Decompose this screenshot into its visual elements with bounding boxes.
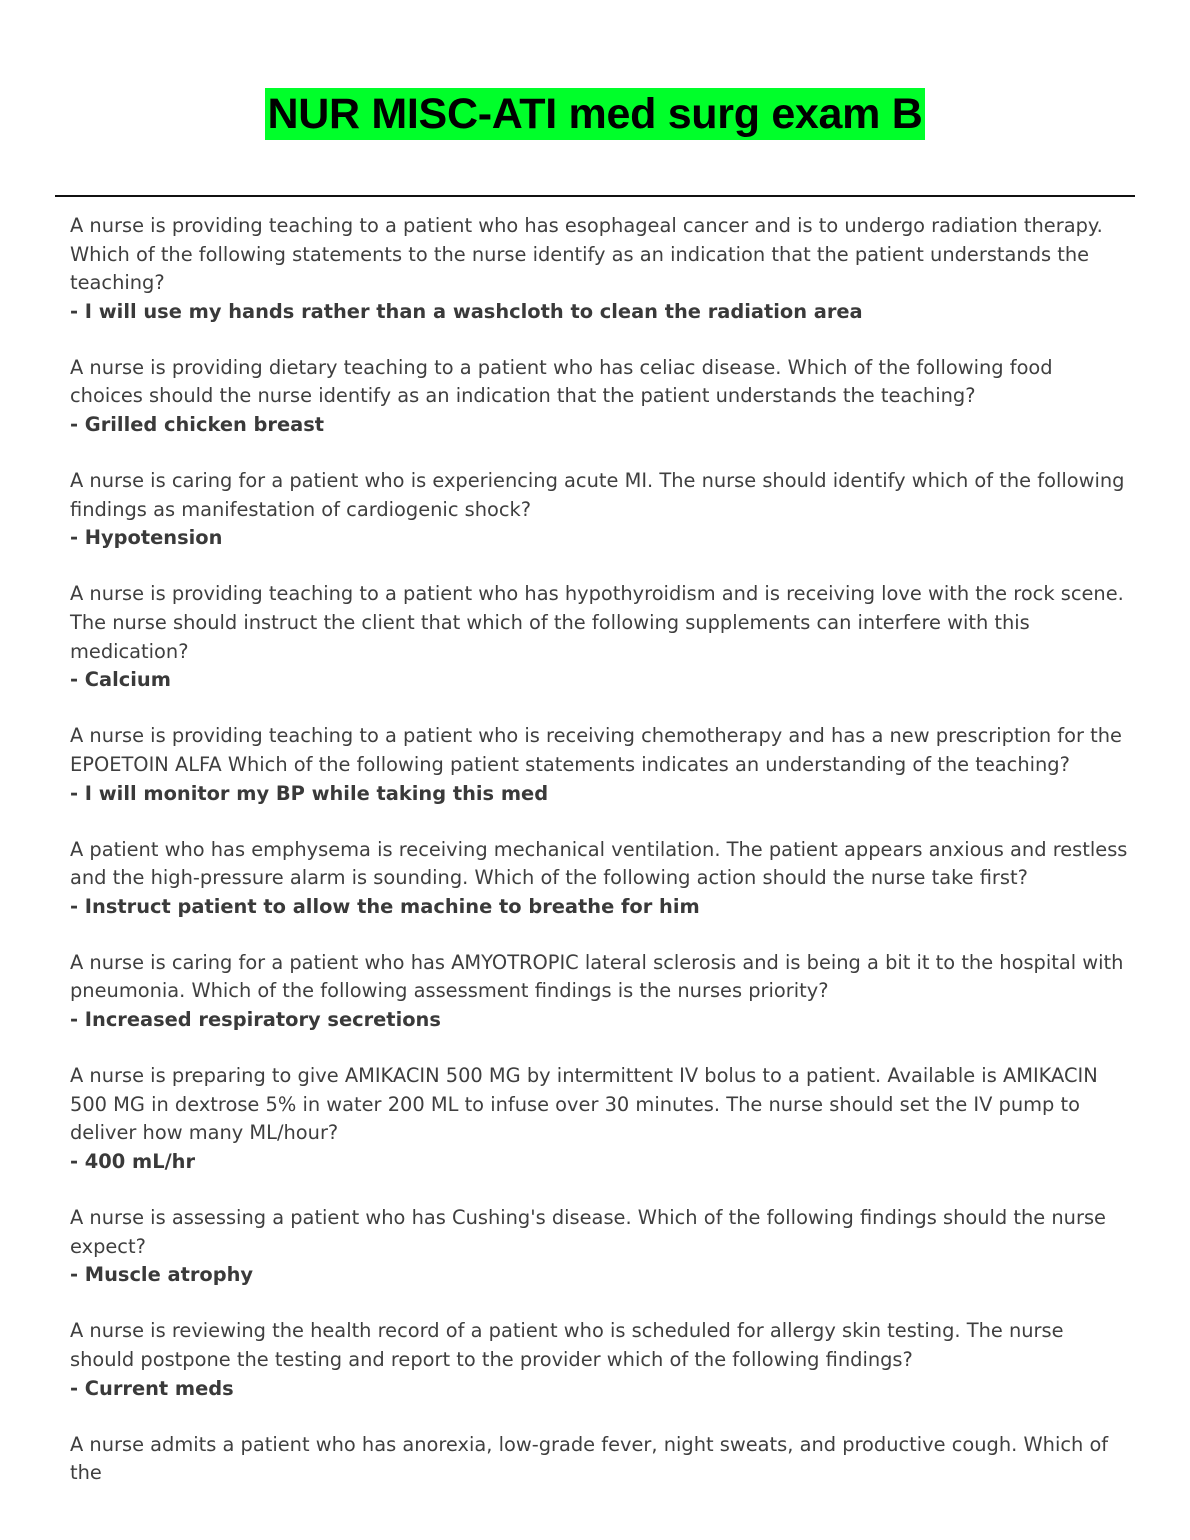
qa-item bbox=[70, 722, 1130, 808]
question-text: A nurse is preparing to give AMIKACIN 500 MG by intermittent IV bolus to a patient. Available is AMIKACIN 500 MG in dextrose 5% in water 200 ML to infuse over 30 minutes. The nurse should set the IV pump to deliver how many ML/hour? bbox=[70, 1064, 1098, 1145]
question-text: A nurse is assessing a patient who has Cushing's disease. Which of the following findings should the nurse expect? bbox=[70, 1206, 1106, 1258]
qa-item bbox=[70, 580, 1130, 694]
answer-text: - Increased respiratory secretions bbox=[70, 1008, 441, 1032]
qa-item bbox=[70, 1431, 1130, 1488]
answer-text: - Calcium bbox=[70, 668, 171, 692]
question-text: A nurse is providing teaching to a patient who has esophageal cancer and is to undergo radiation therapy. Which of the following statements to the nurse identify as an indication that the patient understands the teaching? bbox=[70, 214, 1103, 295]
answer-text: - Hypotension bbox=[70, 526, 223, 550]
qa-item bbox=[70, 354, 1130, 440]
document-title: NUR MISC-ATI med surg exam B bbox=[267, 90, 923, 138]
qa-item bbox=[70, 1317, 1130, 1403]
qa-item bbox=[70, 1204, 1130, 1290]
question-text: A patient who has emphysema is receiving mechanical ventilation. The patient appears anxious and restless and the high-pressure alarm is sounding. Which of the following action should the nurse take first? bbox=[70, 837, 1128, 890]
title-divider bbox=[55, 195, 1135, 197]
answer-text: - I will monitor my BP while taking this med bbox=[70, 781, 549, 805]
title-container bbox=[0, 88, 1190, 140]
question-text: A nurse is providing teaching to a patient who has hypothyroidism and is receiving love with the rock scene. The nurse should instruct the client that which of the following supplements can interfere with this medication? bbox=[70, 582, 1124, 663]
qa-item bbox=[70, 1062, 1130, 1176]
question-text: A nurse is providing teaching to a patient who is receiving chemotherapy and has a new prescription for the EPOETOIN ALFA Which of the following patient statements indicates an understanding of the teaching? bbox=[70, 724, 1122, 776]
answer-text: - Instruct patient to allow the machine to breathe for him bbox=[70, 894, 700, 918]
question-text: A nurse is providing dietary teaching to a patient who has celiac disease. Which of the following food choices should the nurse identify as an indication that the patient understands the teaching? bbox=[70, 355, 1053, 408]
question-text: A nurse is reviewing the health record of a patient who is scheduled for allergy skin testing. The nurse should postpone the testing and report to the provider which of the following findings? bbox=[70, 1319, 1064, 1371]
answer-text: - Muscle atrophy bbox=[70, 1263, 254, 1287]
question-text: A nurse is caring for a patient who has AMYOTROPIC lateral sclerosis and is being a bit it to the hospital with pneumonia. Which of the following assessment findings is the nurses priority? bbox=[70, 950, 1124, 1003]
question-list bbox=[70, 212, 1130, 1515]
qa-item bbox=[70, 467, 1130, 553]
qa-item bbox=[70, 836, 1130, 922]
qa-item bbox=[70, 949, 1130, 1035]
qa-item bbox=[70, 212, 1130, 326]
answer-text: - 400 mL/hr bbox=[70, 1149, 196, 1173]
question-text: A nurse is caring for a patient who is experiencing acute MI. The nurse should identify which of the following findings as manifestation of cardiogenic shock? bbox=[70, 469, 1125, 521]
answer-text: - Grilled chicken breast bbox=[70, 413, 325, 437]
answer-text: - I will use my hands rather than a washcloth to clean the radiation area bbox=[70, 299, 863, 323]
question-text: A nurse admits a patient who has anorexia, low-grade fever, night sweats, and productive cough. Which of the bbox=[70, 1432, 1109, 1485]
answer-text: - Current meds bbox=[70, 1376, 234, 1400]
